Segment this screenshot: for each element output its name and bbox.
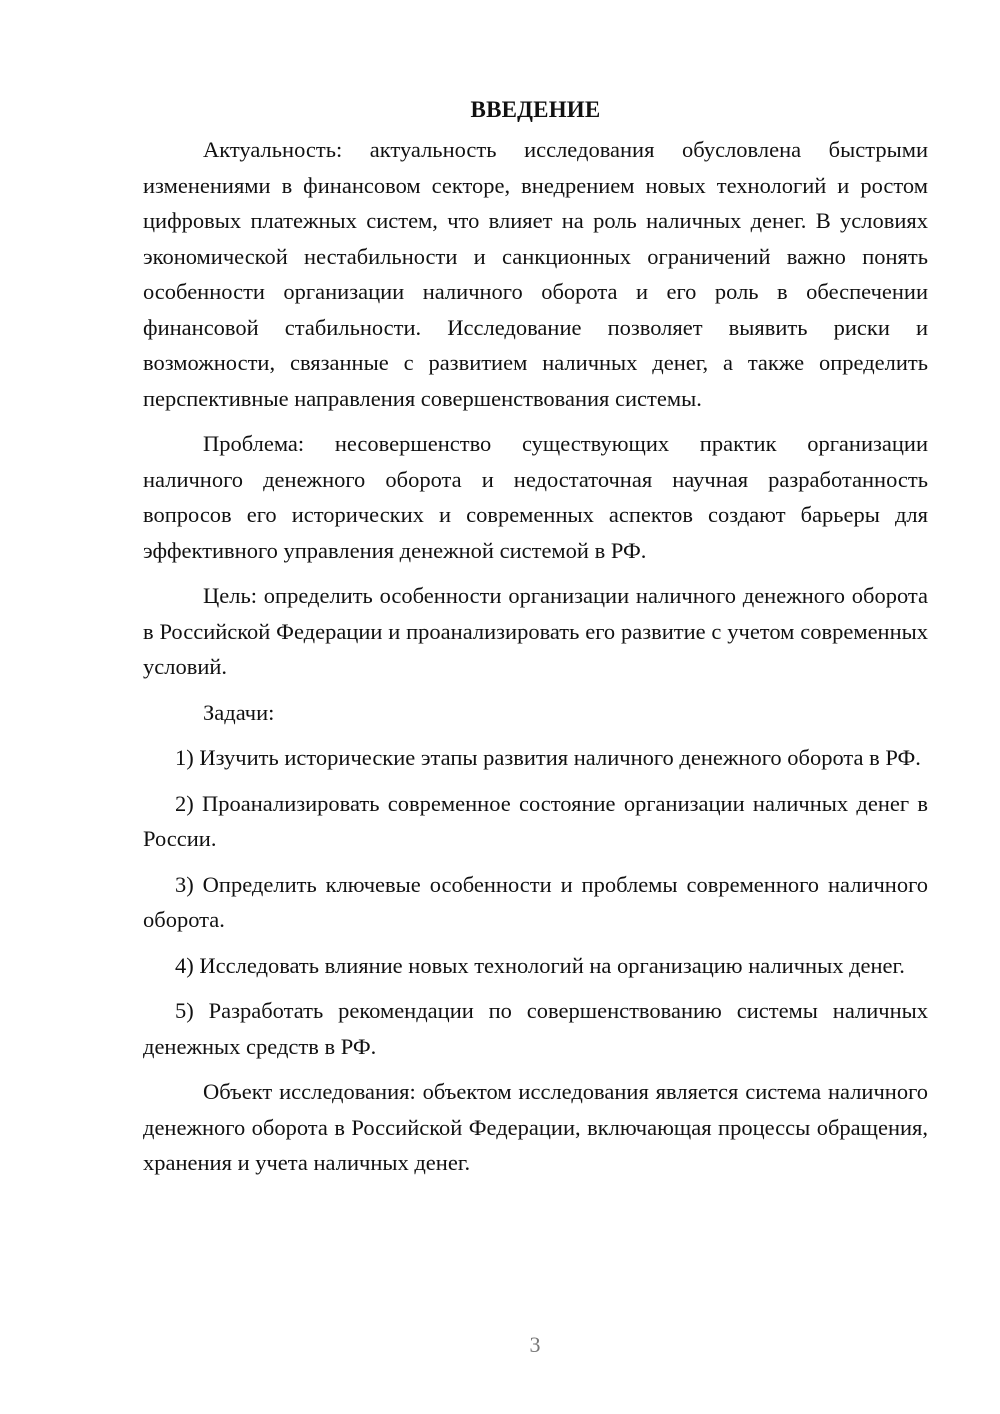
task-item: 5) Разработать рекомендации по совершенствованию системы наличных денежных средств в РФ.	[143, 998, 928, 1059]
page-number: 3	[529, 1332, 541, 1357]
paragraph-object: Объект исследования: объектом исследования является система наличного денежного оборота в Российской Федерации, включающая процессы обращения, хранения и учета наличных денег.	[143, 1079, 928, 1175]
paragraph-goal: Цель: определить особенности организации наличного денежного оборота в Российской Федерации и проанализировать его развитие с учетом современных условий.	[143, 583, 928, 679]
task-item: 2) Проанализировать современное состояние организации наличных денег в России.	[143, 790, 928, 851]
tasks-heading: Задачи:	[203, 699, 275, 725]
paragraph-relevance: Актуальность: актуальность исследования обусловлена быстрыми изменениями в финансовом секторе, внедрением новых технологий и ростом цифровых платежных систем, что влияет на роль наличных денег. В условиях экономической нестабильности и санкционных ограничений важно понять особенности организации наличного оборота и его роль в обеспечении финансовой стабильности. Исследование позволяет выявить риски и возможности, связанные с развитием наличных денег, а также определить перспективные направления совершенствования системы.	[143, 137, 928, 411]
page-title: ВВЕДЕНИЕ	[470, 97, 601, 122]
task-item: 3) Определить ключевые особенности и проблемы современного наличного оборота.	[143, 871, 928, 932]
task-item: 4) Исследовать влияние новых технологий на организацию наличных денег.	[175, 952, 905, 978]
paragraph-problem: Проблема: несовершенство существующих практик организации наличного денежного оборота и недостаточная научная разработанность вопросов его исторических и современных аспектов создают барьеры для эффективного управления денежной системой в РФ.	[143, 431, 928, 563]
document-page	[143, 92, 928, 1181]
task-item: 1) Изучить исторические этапы развития наличного денежного оборота в РФ.	[175, 745, 921, 770]
